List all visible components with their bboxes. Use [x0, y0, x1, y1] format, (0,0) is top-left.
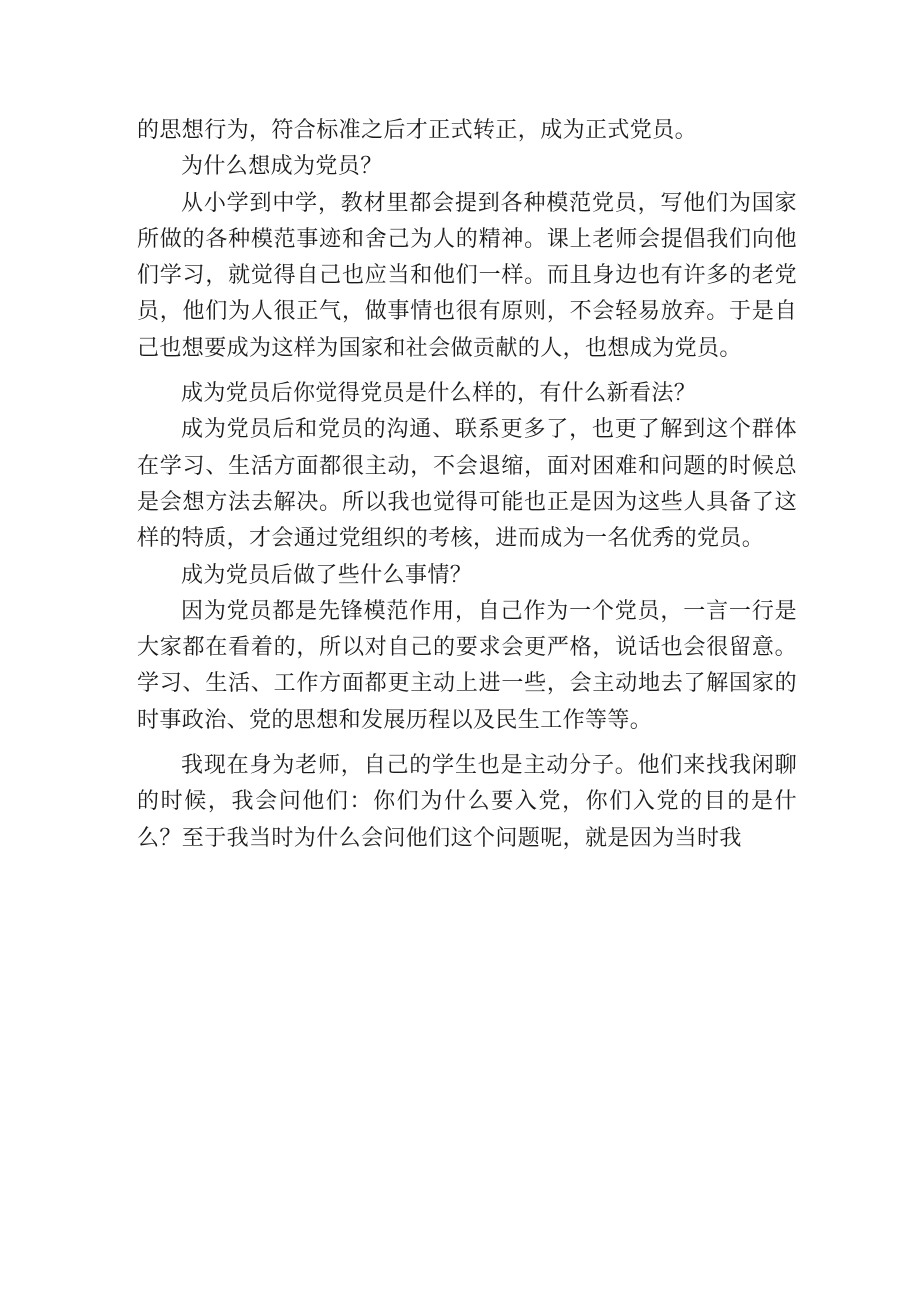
question-new-view: 成为党员后你觉得党员是什么样的，有什么新看法？: [181, 381, 697, 407]
answer-what-done: 因为党员都是先锋模范作用，自己作为一个党员，一言一行是大家都在看着的，所以对自己的要求会更严格，说话也会很留意。学习、生活、工作方面都更主动上进一些，会主动地去了解国家的时事政治、党的思想和发展历程以及民生工作等等。: [137, 598, 797, 733]
answer-why-join: 从小学到中学，教材里都会提到各种模范党员，写他们为国家所做的各种模范事迹和舍己为人的精神。课上老师会提倡我们向他们学习，就觉得自己也应当和他们一样。而且身边也有许多的老党员，他们为人很正气，做事情也很有原则，不会轻易放弃。于是自己也想要成为这样为国家和社会做贡献的人，也想成为党员。: [137, 190, 797, 361]
question-what-done: 成为党员后做了些什么事情？: [181, 562, 473, 588]
answer-new-view: 成为党员后和党员的沟通、联系更多了，也更了解到这个群体在学习、生活方面都很主动，不会退缩，面对困难和问题的时候总是会想方法去解决。所以我也觉得可能也正是因为这些人具备了这样的特质，才会通过党组织的考核，进而成为一名优秀的党员。: [137, 417, 797, 552]
paragraph-continuation: 的思想行为，符合标准之后才正式转正，成为正式党员。: [137, 118, 698, 143]
question-why-join: 为什么想成为党员？: [181, 154, 383, 180]
document-body: [137, 113, 797, 857]
paragraph-teacher: 我现在身为老师，自己的学生也是主动分子。他们来找我闲聊的时候，我会问他们：你们为什么要入党，你们入党的目的是什么？至于我当时为什么会问他们这个问题呢，就是因为当时我: [137, 753, 797, 851]
